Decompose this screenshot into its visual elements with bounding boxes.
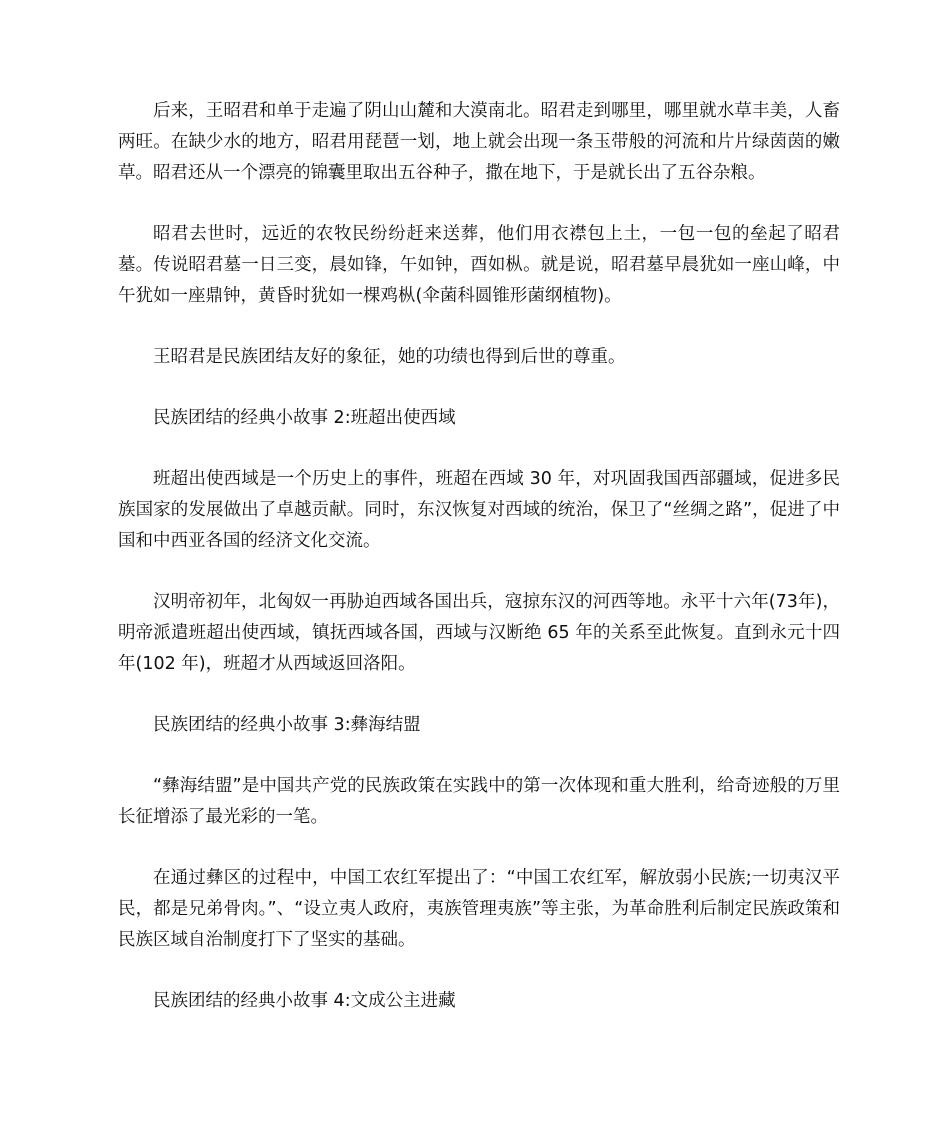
paragraph-zhaojun-travels: 后来，王昭君和单于走遍了阴山山麓和大漠南北。昭君走到哪里，哪里就水草丰美，人畜两旺。在缺少水的地方，昭君用琵琶一划，地上就会出现一条玉带般的河流和片片绿茵茵的嫩草。昭君还从一个漂亮的锦囊里取出五谷种子，撒在地下，于是就长出了五谷杂粮。 — [118, 101, 840, 183]
paragraph-yihai-policy: 在通过彝区的过程中，中国工农红军提出了：“中国工农红军，解放弱小民族;一切夷汉平民，都是兄弟骨肉。”、“设立夷人政府，夷族管理夷族”等主张，为革命胜利后制定民族政策和民族区域自治制度打下了坚实的基础。 — [118, 868, 840, 950]
heading-story-4: 民族团结的经典小故事 4:文成公主进藏 — [153, 991, 456, 1011]
heading-story-3: 民族团结的经典小故事 3:彝海结盟 — [153, 715, 421, 735]
paragraph-banchao-history: 汉明帝初年，北匈奴一再胁迫西域各国出兵，寇掠东汉的河西等地。永平十六年(73年)，明帝派遣班超出使西域，镇抚西域各国，西域与汉断绝 65 年的关系至此恢复。直到永元十四年(102 年)，班超才从西域返回洛阳。 — [118, 592, 840, 674]
heading-story-2: 民族团结的经典小故事 2:班超出使西域 — [153, 408, 456, 428]
document-body — [118, 96, 840, 1047]
paragraph-banchao-intro: 班超出使西域是一个历史上的事件，班超在西域 30 年，对巩固我国西部疆域，促进多民族国家的发展做出了卓越贡献。同时，东汉恢复对西域的统治，保卫了“丝绸之路”，促进了中国和中西亚各国的经济文化交流。 — [118, 469, 840, 551]
paragraph-zhaojun-symbol: 王昭君是民族团结友好的象征，她的功绩也得到后世的尊重。 — [153, 347, 626, 367]
paragraph-zhaojun-tomb: 昭君去世时，远近的农牧民纷纷赶来送葬，他们用衣襟包上土，一包一包的垒起了昭君墓。传说昭君墓一日三变，晨如锋，午如钟，酉如枞。就是说，昭君墓早晨犹如一座山峰，中午犹如一座鼎钟，黄昏时犹如一棵鸡枞(伞菌科圆锥形菌纲植物)。 — [118, 224, 840, 306]
paragraph-yihai-intro: “彝海结盟”是中国共产党的民族政策在实践中的第一次体现和重大胜利，给奇迹般的万里长征增添了最光彩的一笔。 — [118, 776, 840, 827]
